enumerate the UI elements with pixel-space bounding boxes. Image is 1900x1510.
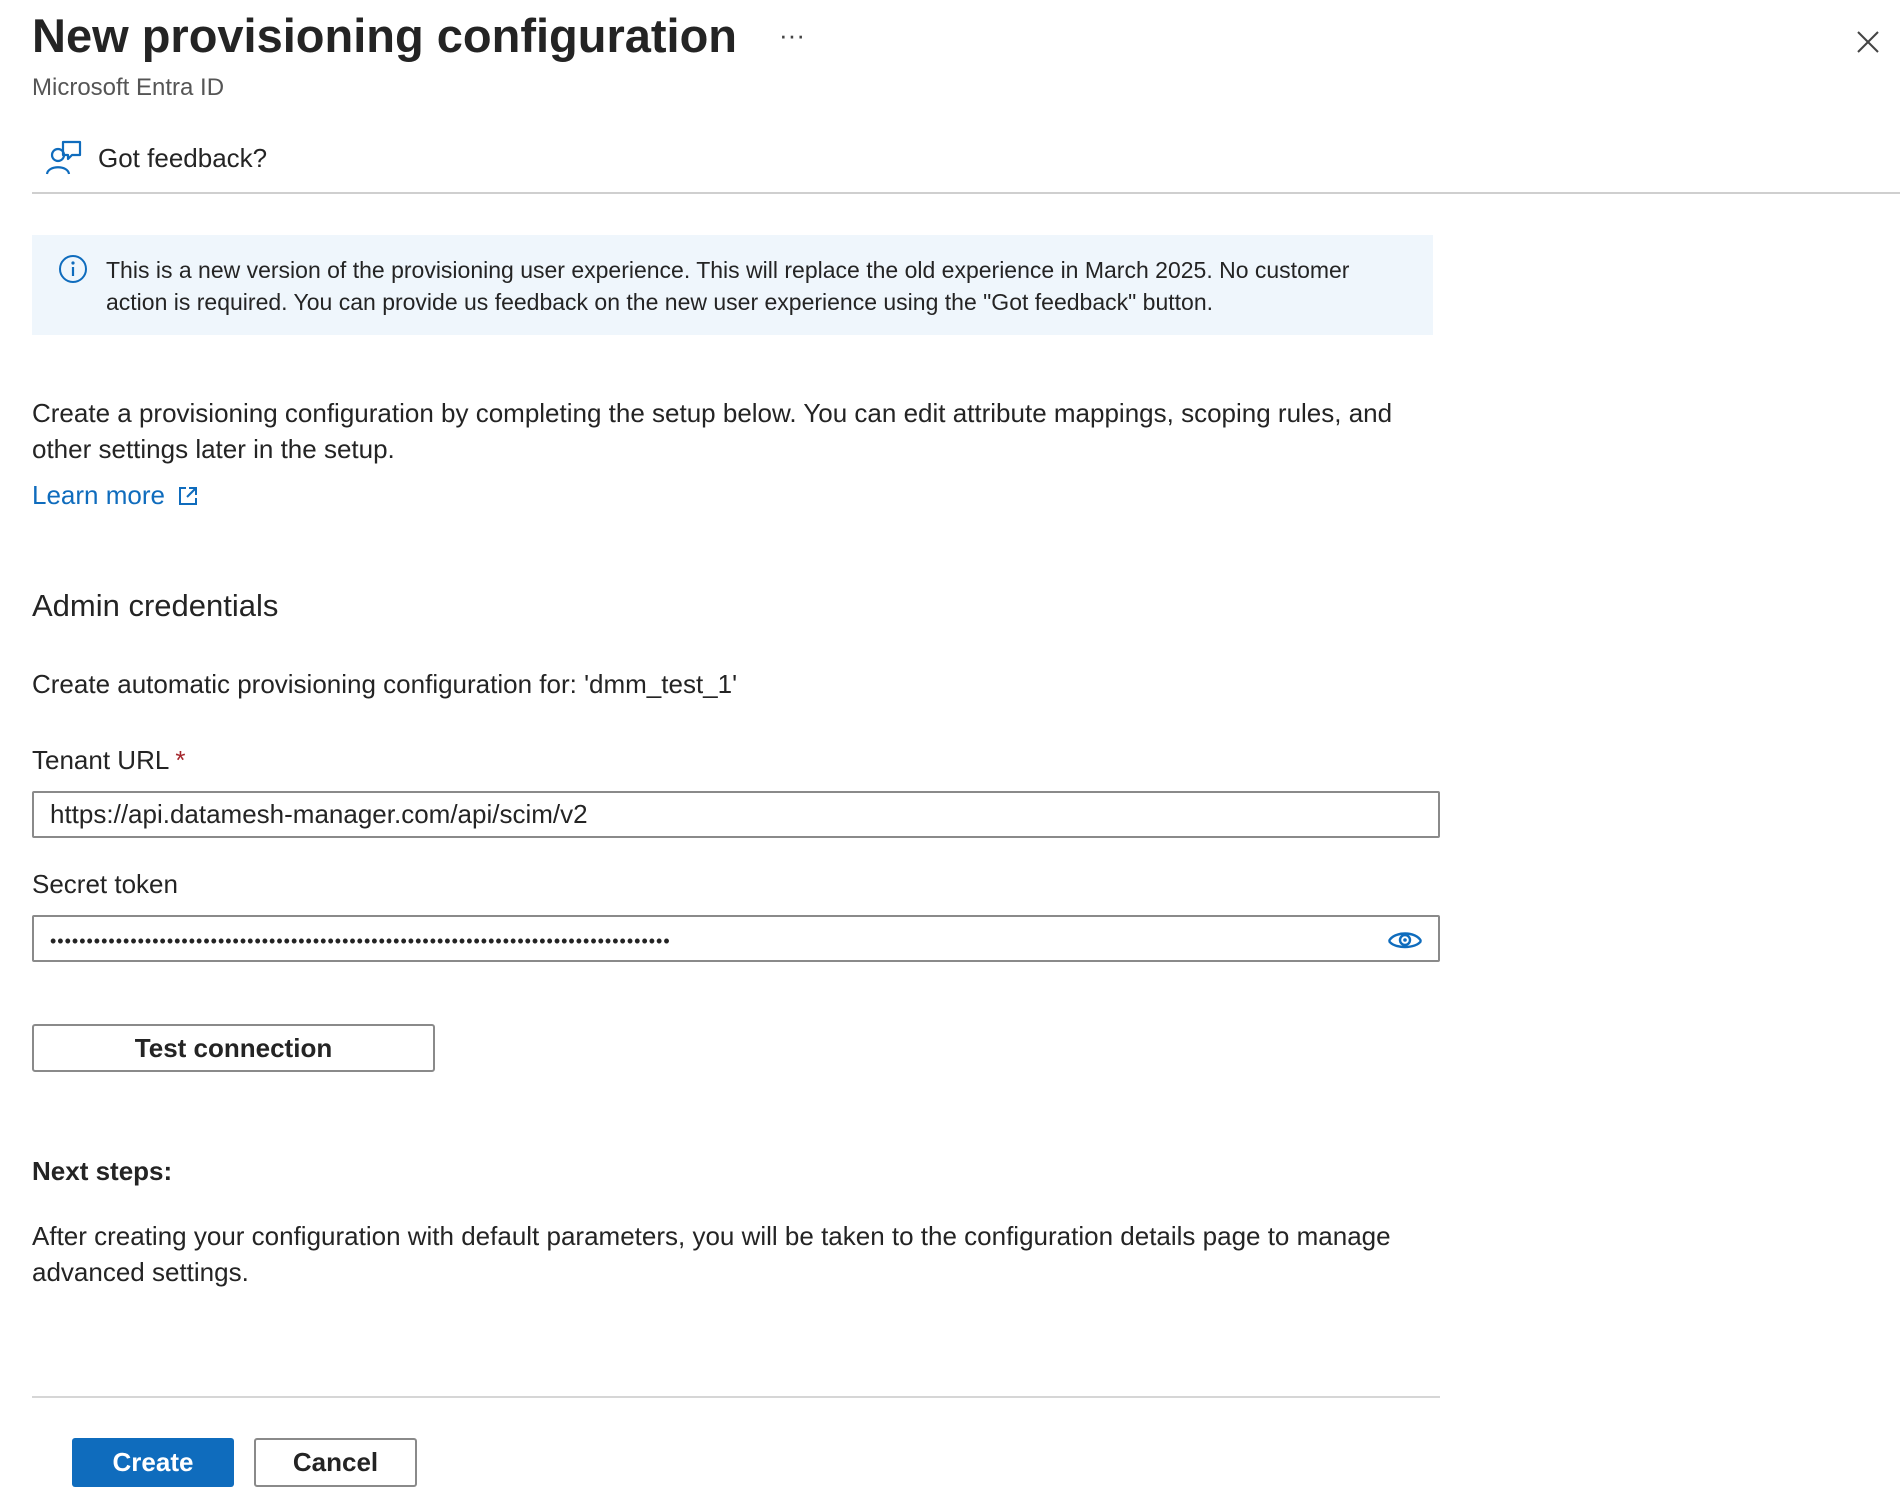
footer-divider — [32, 1396, 1440, 1398]
next-steps-text: After creating your configuration with default parameters, you will be taken to the configuration details page to manage advanced settings. — [32, 1221, 1391, 1287]
tenant-url-value: https://api.datamesh-manager.com/api/scim/v2 — [50, 799, 588, 829]
secret-token-value: ••••••••••••••••••••••••••••••••••••••••••••••••••••••••••••••••••••••••••••••••••••• — [50, 931, 671, 951]
cancel-button[interactable]: Cancel — [254, 1438, 417, 1487]
info-banner-text: This is a new version of the provisioning user experience. This will replace the old experience in March 2025. No customer action is required. You can provide us feedback on the new user experience using the "Got feedback" button. — [106, 257, 1350, 315]
learn-more-link[interactable] — [32, 480, 199, 511]
more-options-button[interactable] — [770, 20, 814, 64]
intro-text: Create a provisioning configuration by completing the setup below. You can edit attribute mappings, scoping rules, and other settings later in the setup. — [32, 398, 1393, 464]
tenant-url-label — [32, 745, 185, 776]
info-icon — [58, 254, 88, 284]
page-title: New provisioning configuration — [32, 9, 737, 62]
reveal-secret-button[interactable] — [1386, 925, 1424, 953]
person-feedback-icon — [44, 138, 84, 178]
secret-token-input[interactable] — [32, 915, 1440, 962]
got-feedback-button[interactable] — [44, 136, 267, 180]
toolbar-divider — [32, 192, 1900, 194]
secret-token-label: Secret token — [32, 869, 178, 899]
learn-more-label: Learn more — [32, 480, 165, 510]
close-button[interactable] — [1846, 20, 1890, 64]
next-steps-heading: Next steps: — [32, 1156, 173, 1186]
open-in-new-icon — [177, 485, 199, 507]
admin-credentials-heading: Admin credentials — [32, 588, 279, 623]
got-feedback-label: Got feedback? — [98, 142, 268, 173]
tenant-url-label-text: Tenant URL — [32, 745, 170, 775]
page-subtitle: Microsoft Entra ID — [32, 74, 225, 101]
create-button[interactable]: Create — [72, 1438, 234, 1487]
close-icon — [1846, 20, 1890, 64]
eye-icon — [1386, 925, 1424, 953]
ellipsis-icon: ··· — [779, 20, 805, 50]
required-marker: * — [175, 745, 186, 775]
create-for-text: Create automatic provisioning configuration for: 'dmm_test_1' — [32, 669, 738, 699]
test-connection-button[interactable]: Test connection — [32, 1024, 435, 1072]
tenant-url-input[interactable] — [32, 791, 1440, 838]
